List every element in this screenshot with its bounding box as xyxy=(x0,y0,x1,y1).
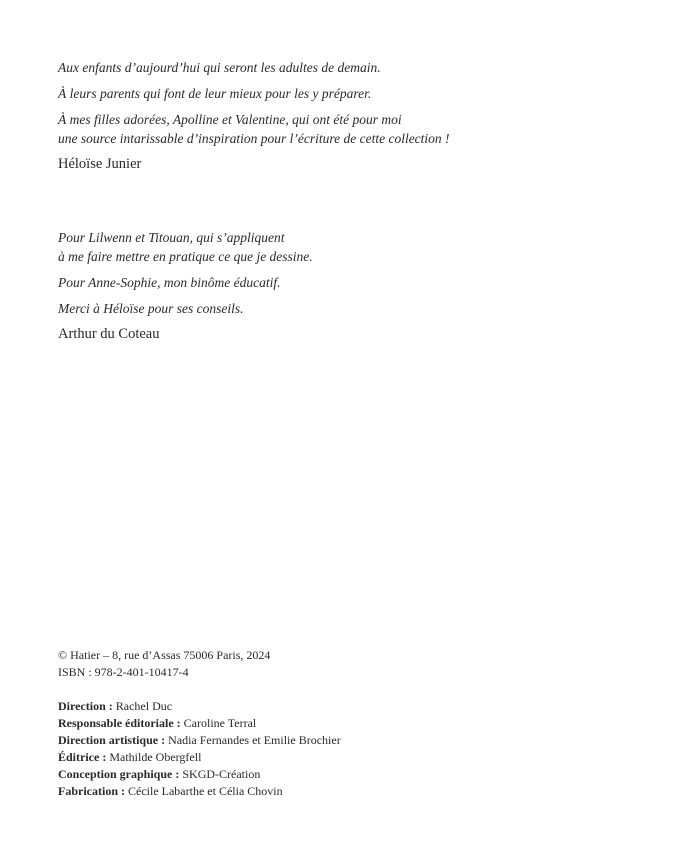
credit-name: Nadia Fernandes et Emilie Brochier xyxy=(165,733,341,747)
credit-row xyxy=(58,749,658,766)
isbn-line: ISBN : 978-2-401-10417-4 xyxy=(58,665,189,679)
colophon xyxy=(58,647,658,800)
dedication-paragraph xyxy=(58,228,658,266)
credit-name: Rachel Duc xyxy=(112,699,173,713)
dedication-paragraph xyxy=(58,273,658,292)
credit-row xyxy=(58,698,658,715)
credit-name: Caroline Terral xyxy=(180,716,257,730)
credit-name: SKGD-Création xyxy=(179,767,261,781)
credit-row xyxy=(58,715,658,732)
credit-name: Mathilde Obergfell xyxy=(106,750,202,764)
dedication-line: À mes filles adorées, Apolline et Valentine, qui ont été pour moi xyxy=(58,112,402,127)
credit-role: Fabrication : xyxy=(58,784,125,798)
dedication-paragraph xyxy=(58,58,658,77)
dedication-paragraph xyxy=(58,299,658,318)
illustrator-signature: Arthur du Coteau xyxy=(58,326,160,342)
credit-role: Éditrice : xyxy=(58,750,107,764)
dedication-line: à me faire mettre en pratique ce que je dessine. xyxy=(58,249,313,264)
credit-row xyxy=(58,766,658,783)
credit-role: Responsable éditoriale : xyxy=(58,716,181,730)
legal-notice xyxy=(58,647,658,681)
dedication-line: Aux enfants d’aujourd’hui qui seront les adultes de demain. xyxy=(58,60,381,75)
credit-row xyxy=(58,783,658,800)
credit-role: Conception graphique : xyxy=(58,767,180,781)
dedication-heloise xyxy=(58,58,658,174)
credit-name: Cécile Labarthe et Célia Chovin xyxy=(125,784,283,798)
credits-list xyxy=(58,698,658,800)
credit-role: Direction : xyxy=(58,699,113,713)
dedication-line: À leurs parents qui font de leur mieux pour les y préparer. xyxy=(58,86,372,101)
dedication-line: Pour Anne-Sophie, mon binôme éducatif. xyxy=(58,275,281,290)
copyright-line: © Hatier – 8, rue d’Assas 75006 Paris, 2024 xyxy=(58,648,271,662)
credit-role: Direction artistique : xyxy=(58,733,166,747)
dedication-line: Merci à Héloïse pour ses conseils. xyxy=(58,301,244,316)
credit-row xyxy=(58,732,658,749)
dedication-paragraph xyxy=(58,110,658,148)
dedication-paragraph xyxy=(58,84,658,103)
author-signature: Héloïse Junier xyxy=(58,156,142,172)
dedication-line: Pour Lilwenn et Titouan, qui s’appliquent xyxy=(58,230,285,245)
dedication-arthur xyxy=(58,228,658,344)
dedication-line: une source intarissable d’inspiration pour l’écriture de cette collection ! xyxy=(58,131,450,146)
